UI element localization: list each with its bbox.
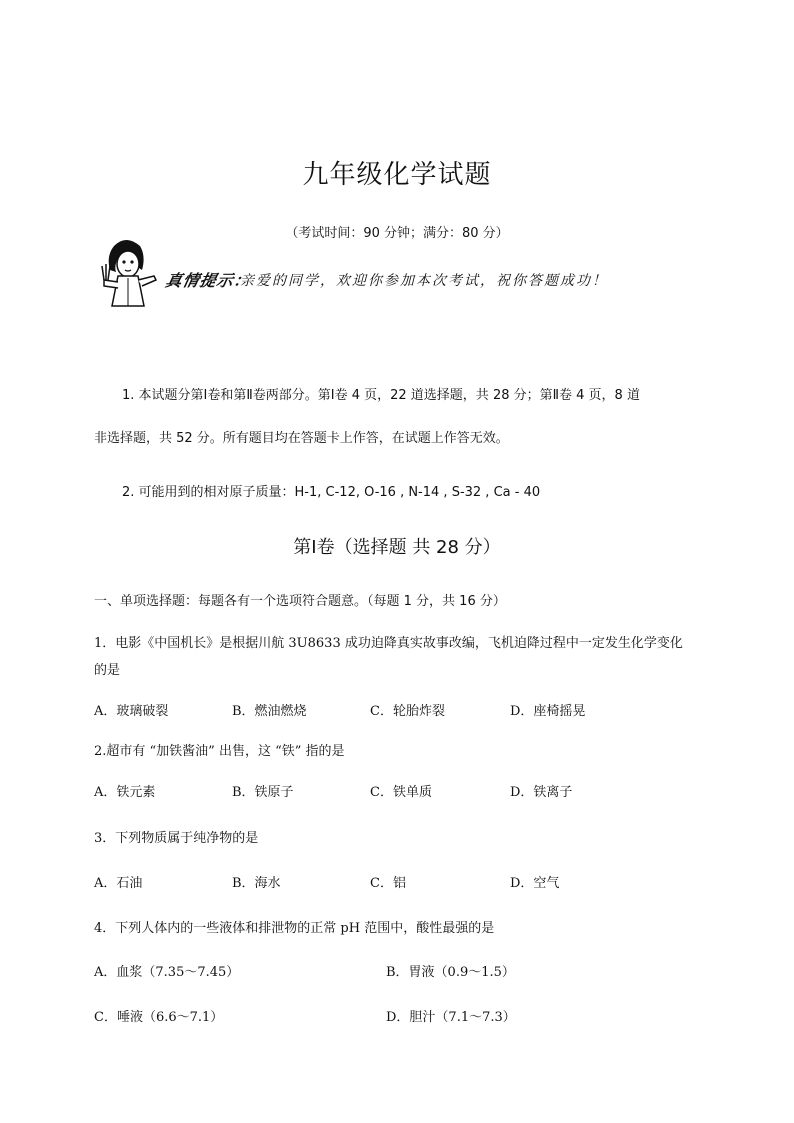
part-title: 一、单项选择题：每题各有一个选项符合题意。（每题 1 分，共 16 分） bbox=[94, 594, 506, 609]
instruction-1a: 1. 本试题分第Ⅰ卷和第Ⅱ卷两部分。第Ⅰ卷 4 页，22 道选择题，共 28 分；第Ⅱ卷 4 页，8 道 bbox=[122, 388, 640, 403]
tip-label: 真情提示： bbox=[163, 271, 253, 290]
q3-option-a[interactable]: A．石油 bbox=[94, 876, 143, 891]
q2-option-d[interactable]: D．铁离子 bbox=[510, 785, 573, 800]
q3-option-c[interactable]: C．铝 bbox=[370, 876, 406, 891]
q4-stem: 4．下列人体内的一些液体和排泄物的正常 pH 范围中，酸性最强的是 bbox=[94, 921, 495, 936]
section-title: 第Ⅰ卷（选择题 共 28 分） bbox=[293, 537, 501, 558]
q1-option-d[interactable]: D．座椅摇晃 bbox=[510, 704, 586, 719]
q3-stem: 3．下列物质属于纯净物的是 bbox=[94, 831, 259, 846]
q3-option-d[interactable]: D．空气 bbox=[510, 876, 560, 891]
q2-stem: 2.超市有 “加铁酱油” 出售，这 “铁” 指的是 bbox=[94, 744, 345, 759]
q1-stem-cont: 的是 bbox=[94, 663, 121, 678]
tip-text: 亲爱的同学，欢迎你参加本次考试，祝你答题成功！ bbox=[240, 273, 608, 289]
q2-option-c[interactable]: C．铁单质 bbox=[370, 785, 432, 800]
q1-option-c[interactable]: C．轮胎炸裂 bbox=[370, 704, 445, 719]
q4-option-c[interactable]: C．唾液（6.6～7.1） bbox=[94, 1010, 224, 1025]
cartoon-girl-icon bbox=[96, 236, 160, 308]
q1-option-a[interactable]: A．玻璃破裂 bbox=[94, 704, 169, 719]
page-title: 九年级化学试题 bbox=[302, 160, 492, 190]
q1-option-b[interactable]: B．燃油燃烧 bbox=[232, 704, 307, 719]
q2-option-b[interactable]: B．铁原子 bbox=[232, 785, 294, 800]
q3-option-b[interactable]: B．海水 bbox=[232, 876, 281, 891]
q4-option-d[interactable]: D．胆汁（7.1～7.3） bbox=[386, 1010, 516, 1025]
q2-option-a[interactable]: A．铁元素 bbox=[94, 785, 156, 800]
instruction-1b: 非选择题，共 52 分。所有题目均在答题卡上作答，在试题上作答无效。 bbox=[94, 431, 509, 446]
q1-stem: 1．电影《中国机长》是根据川航 3U8633 成功迫降真实故事改编，飞机迫降过程中一定发生化学变化 bbox=[94, 636, 683, 651]
instruction-2: 2. 可能用到的相对原子质量：H-1, C-12, O-16 , N-14 , S-32 , Ca - 40 bbox=[122, 485, 541, 500]
q4-option-b[interactable]: B．胃液（0.9～1.5） bbox=[386, 965, 515, 980]
exam-info: （考试时间：90 分钟；满分：80 分） bbox=[285, 226, 509, 241]
q4-option-a[interactable]: A．血浆（7.35～7.45） bbox=[94, 965, 240, 980]
